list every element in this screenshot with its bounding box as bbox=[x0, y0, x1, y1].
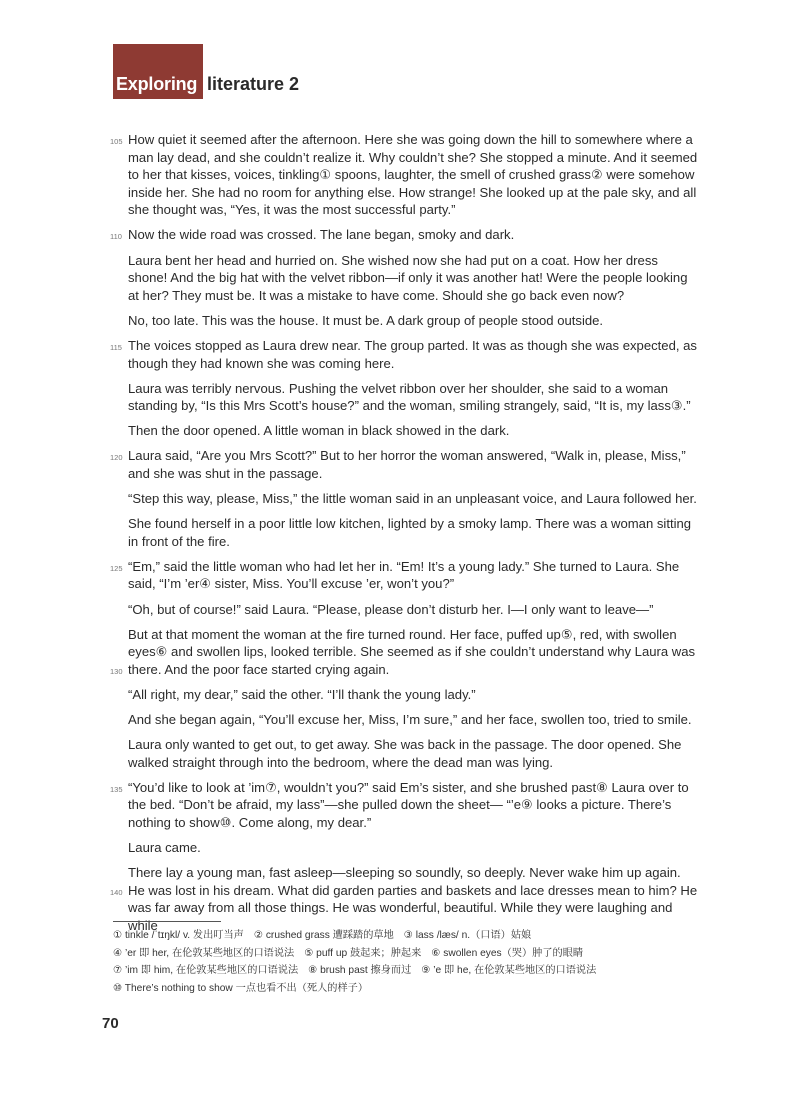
footnote: ⑥ swollen eyes（哭）肿了的眼睛 bbox=[431, 947, 584, 959]
footnote: ⑨ ’e 即 he, 在伦敦某些地区的口语说法 bbox=[421, 965, 597, 976]
footnote-row bbox=[113, 962, 606, 980]
paragraph-text: But at that moment the woman at the fire turned round. Her face, puffed up⑤, red, with swollen eyes⑥ and swollen lips, looked terrible. She seemed as if she couldn’t understand why Laura was there. And the poor face started crying again. bbox=[128, 626, 696, 677]
footnote: ③ lass /læs/ n.（口语）姑娘 bbox=[403, 930, 532, 941]
section-header-title: literature 2 bbox=[207, 74, 300, 94]
paragraph-text: How quiet it seemed after the afternoon. Here she was going down the hill to somewhere where a man lay dead, and she couldn’t realize it. Why couldn’t she? She stopped a minute. And it seemed to her that kisses, voices, tinkling① spoons, laughter, the smell of crushed grass② were somehow inside her. She had no room for anything else. How strange! She looked up at the pale sky, and all she thought was, “Yes, it was the most successful party.” bbox=[128, 132, 698, 218]
paragraph bbox=[128, 601, 698, 619]
footnote: ① tinkle /ˈtɪŋkl/ v. 发出叮当声 bbox=[113, 930, 244, 941]
paragraph-text: “Em,” said the little woman who had let her in. “Em! It’s a young lady.” She turned to Laura. She said, “I’m ’er④ sister, Miss. You’ll excuse ’er, won’t you?” bbox=[128, 558, 680, 592]
paragraph bbox=[128, 422, 698, 440]
paragraph bbox=[128, 686, 698, 704]
footnotes bbox=[113, 927, 606, 997]
footnote: ⑤ puff up 鼓起来；肿起来 bbox=[304, 947, 422, 959]
paragraph-text: “You’d like to look at ’im⑦, wouldn’t you?” said Em’s sister, and she brushed past⑧ Laura over to the bed. “Don’t be afraid, my lass”—she pulled down the sheet— “’e⑨ looks a picture. There’s nothing to show⑩. Come along, my dear.” bbox=[128, 779, 689, 830]
section-header-block bbox=[113, 44, 203, 99]
paragraph bbox=[128, 490, 698, 508]
paragraph bbox=[110, 337, 698, 372]
footnote-row bbox=[113, 945, 606, 963]
paragraph-text: Then the door opened. A little woman in black showed in the dark. bbox=[128, 423, 510, 439]
line-number: 130 bbox=[110, 666, 123, 676]
paragraph-text: Laura only wanted to get out, to get away. She was back in the passage. The door opened. She walked straight through into the bedroom, where the dead man was lying. bbox=[128, 737, 682, 770]
line-number: 120 bbox=[110, 453, 123, 463]
line-number: 115 bbox=[110, 342, 122, 352]
paragraph-text: Laura said, “Are you Mrs Scott?” But to her horror the woman answered, “Walk in, please, Miss,” and she was shut in the passage. bbox=[128, 448, 686, 481]
line-number: 125 bbox=[110, 563, 123, 573]
paragraph-text: “All right, my dear,” said the other. “I’ll thank the young lady.” bbox=[128, 686, 476, 702]
footnote: ④ ’er 即 her, 在伦敦某些地区的口语说法 bbox=[113, 947, 295, 959]
footnote-row bbox=[113, 927, 606, 945]
paragraph bbox=[128, 252, 698, 305]
page-number: 70 bbox=[102, 1015, 119, 1032]
paragraph bbox=[110, 626, 698, 679]
paragraph-text: Now the wide road was crossed. The lane began, smoky and dark. bbox=[128, 227, 515, 243]
paragraph-text: Laura bent her head and hurried on. She wished now she had put on a coat. How her dress shone! And the big hat with the velvet ribbon—if only it was another hat! Were the people looking at her? They must be. It was a mistake to have come. Should she go back even now? bbox=[128, 252, 688, 303]
paragraph-text: “Step this way, please, Miss,” the little woman said in an unpleasant voice, and Laura followed her. bbox=[128, 491, 697, 507]
paragraph-text: No, too late. This was the house. It must be. A dark group of people stood outside. bbox=[128, 312, 604, 328]
paragraph-text: Laura came. bbox=[128, 840, 201, 856]
section-header bbox=[113, 44, 299, 99]
line-number: 140 bbox=[110, 887, 123, 897]
line-number: 135 bbox=[110, 784, 123, 794]
paragraph bbox=[110, 447, 698, 482]
paragraph bbox=[128, 312, 698, 330]
paragraph bbox=[128, 736, 698, 771]
footnote-row bbox=[113, 980, 606, 998]
footnote: ② crushed grass 遭踩踏的草地 bbox=[253, 930, 394, 941]
paragraph-text: And she began again, “You’ll excuse her, Miss, I’m sure,” and her face, swollen too, tried to smile. bbox=[128, 712, 692, 728]
footnote: ⑦ ’im 即 him, 在伦敦某些地区的口语说法 bbox=[113, 965, 299, 976]
line-number: 105 bbox=[110, 137, 123, 146]
paragraph bbox=[128, 515, 698, 550]
paragraph bbox=[110, 558, 698, 593]
paragraph bbox=[128, 380, 698, 415]
paragraph bbox=[110, 131, 698, 219]
paragraph-text: There lay a young man, fast asleep—sleeping so soundly, so deeply. Never wake him up again. He was lost in his dream. What did garden parties and baskets and lace dresses mean to him? He was far away from all those things. He was wonderful, beautiful. While they were laughing and while bbox=[128, 865, 698, 933]
footnote-divider bbox=[113, 921, 221, 922]
paragraph bbox=[110, 226, 698, 244]
footnote: ⑧ brush past 擦身而过 bbox=[308, 965, 412, 976]
paragraph bbox=[110, 779, 698, 832]
paragraph-text: She found herself in a poor little low kitchen, lighted by a smoky lamp. There was a woman sitting in front of the fire. bbox=[128, 516, 692, 549]
paragraph-text: Laura was terribly nervous. Pushing the velvet ribbon over her shoulder, she said to a woman standing by, “Is this Mrs Scott’s house?” and the woman, smiling strangely, said, “It is, my lass③.” bbox=[128, 380, 691, 414]
line-number: 110 bbox=[110, 232, 122, 242]
paragraph-text: The voices stopped as Laura drew near. The group parted. It was as though she was expected, as though they had known she was coming here. bbox=[128, 337, 697, 371]
footnote: ⑩ There’s nothing to show 一点也看不出（死人的样子） bbox=[113, 982, 369, 994]
paragraph bbox=[128, 839, 698, 857]
paragraph-text: “Oh, but of course!” said Laura. “Please, please don’t disturb her. I—I only want to leave—” bbox=[128, 601, 654, 617]
story-text bbox=[110, 131, 698, 942]
section-header-highlight: Exploring bbox=[116, 74, 198, 94]
paragraph bbox=[110, 864, 698, 934]
paragraph bbox=[128, 711, 698, 729]
